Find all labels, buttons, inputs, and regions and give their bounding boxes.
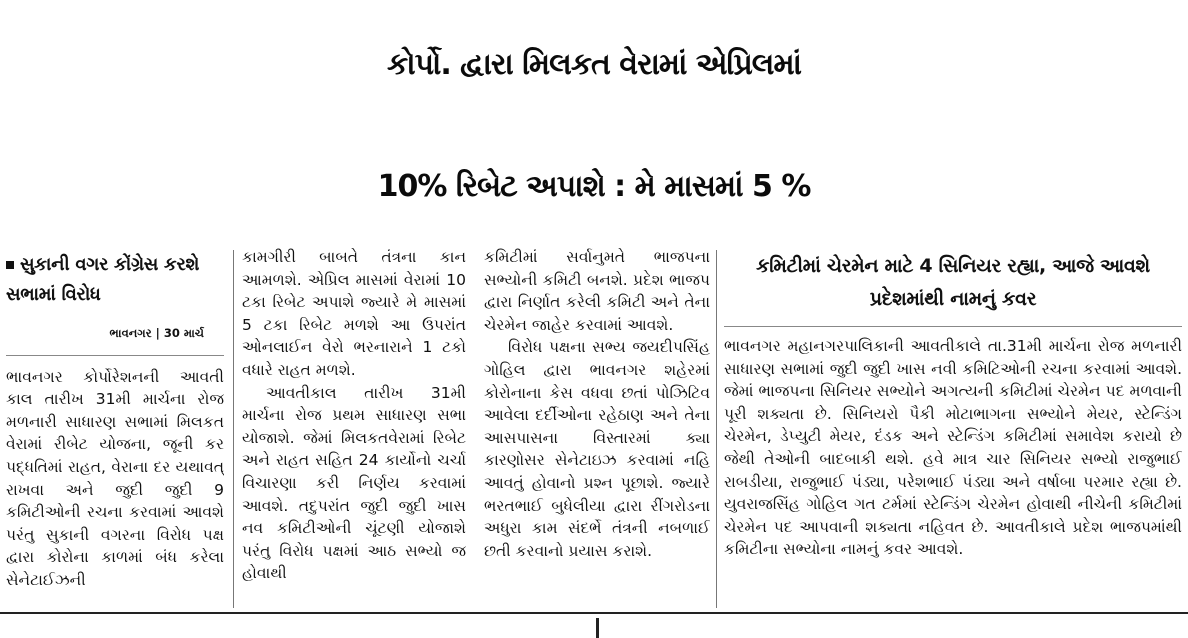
dateline-separator: |: [155, 326, 160, 340]
article-paragraph: કામગીરી બાબતે તંત્રના કાન આમળશે. એપ્રિલ માસમાં વેરામાં 10 ટકા રિબેટ અપાશે જ્યારે મે માસમાં 5 ટકા રિબેટ મળશે આ ઉપરાંત ઓનલાઈન વેરો ભરનારાને 1 ટકો વધારે રાહત મળશે.: [242, 248, 466, 379]
bullet-icon: [6, 261, 14, 269]
main-headline-line1: કોર્પો. દ્વારા મિલકત વેરામાં એપ્રિલમાં: [386, 47, 802, 82]
side-story-headline-text: સુકાની વગર કોંગ્રેસ કરશે સભામાં વિરોધ: [6, 254, 200, 305]
article-paragraph: આવતીકાલ તારીખ 31મી માર્ચના રોજ પ્રથમ સાધારણ સભા યોજાશે. જેમાં મિલકતવેરામાં રિબેટ અને રાહત સહિત 24 કાર્યોનો ચર્ચા વિચારણા કરી નિર્ણય કરવામાં આવશે. તદુપરાંત જુદી જુદી ખાસ નવ કમિટીઓની ચૂંટણી યોજાશે પરંતુ વિરોધ પક્ષમાં આઠ સભ્યો જ હોવાથી: [242, 383, 466, 583]
story-column-3: [484, 246, 710, 612]
article-paragraph: વિરોધ પક્ષના સભ્ય જયદીપસિંહ ગોહિલ દ્વારા ભાવનગર શહેરમાં કોરોનાના કેસ વધવા છતાં પોઝિટિવ આવેલા દર્દીઓના રહેઠાણ અને તેના આસપાસના વિસ્તારમાં ક્યા કારણોસર સેનેટાઇઝ કરવામાં નહિ આવતું હોવાનો પ્રશ્ન પૂછાશે. જ્યારે ભરતભાઈ બુધેલીયા દ્વારા રીંગરોડના અધુરા કામ સંદર્ભે તંત્રની નબળાઈ છતી કરવાનો પ્રયાસ કરાશે.: [484, 338, 710, 560]
box-story-headline: કમિટીમાં ચેરમેન માટે 4 સિનિયર રહ્યા, આજે આવશે પ્રદેશમાંથી નામનું કવર: [724, 250, 1182, 327]
article-paragraph: કમિટીમાં સર્વાનુમતે ભાજપના સભ્યોની કમિટી બનશે. પ્રદેશ ભાજપ દ્વારા નિર્ણાત કરેલી કમિટી અને તેના ચેરમેન જાહેર કરવામાં આવશે.: [484, 248, 710, 334]
column-divider: [716, 250, 717, 608]
page-bottom-rule: [0, 612, 1188, 614]
main-headline-line2: 10% રિબેટ અપાશે : મે માસમાં 5 %: [377, 169, 811, 204]
side-story-headline: [6, 250, 224, 310]
side-story-column: [6, 246, 224, 612]
side-story-paragraph: ભાવનગર કોર્પોરેશનની આવતી કાલ તારીખ 31મી માર્ચના રોજ મળનારી સાધારણ સભામાં મિલકત વેરામાં રીબેટ યોજના, જૂની કર પદ્ધતિમાં રાહત, વેરાના દર યથાવત્ રાખવા અને જુદી જુદી 9 કમિટીઓની રચના કરવામાં આવશે પરંતુ સુકાની વગરના વિરોધ પક્ષ દ્વારા કોરોના કાળમાં બંધ કરેલા સેનેટાઈઝની: [6, 367, 224, 589]
box-story: [724, 250, 1182, 612]
dateline-date: 30 માર્ચ: [163, 326, 204, 340]
divider: [6, 355, 224, 356]
strip-divider: [596, 618, 599, 638]
story-column-2: [242, 246, 466, 612]
box-story-body: ભાવનગર મહાનગરપાલિકાની આવતીકાલે તા.31મી માર્ચના રોજ મળનારી સાધારણ સભામાં જુદી જુદી ખાસ નવી કમિટિઓની રચના કરવામાં આવશે. જેમાં ભાજપના સિનિયર સભ્યોને અગત્યની કમિટીમાં ચેરમેન પદ મળવાની પૂરી શક્યતા છે. સિનિયરો પૈકી મોટાભાગના સભ્યોને મેયર, સ્ટેન્ડિંગ ચેરમેન, ડેપ્યુટી મેયર, દંડક અને સ્ટેન્ડિંગ કમિટીમાં સમાવેશ કરાયો છે જેથી તેઓની બાદબાકી થશે. હવે માત્ર ચાર સિનિયર સભ્યો રાજુભાઈ રાબડીયા, રાજુભાઈ પંડ્યા, પરેશભાઈ પંડ્યા અને વર્ષાબા પરમાર રહ્યા છે. યુવરાજસિંહ ગોહિલ ગત ટર્મમાં સ્ટેન્ડિંગ ચેરમેન હોવાથી નીચેની કમિટીમાં ચેરમેન પદ આપવાની શક્યતા નહિવત છે. આવતીકાલે પ્રદેશ ભાજપમાંથી કમિટીના સભ્યોના નામનું કવર આવશે.: [724, 337, 1182, 559]
dateline: [6, 322, 204, 345]
dateline-place: ભાવનગર: [109, 326, 152, 340]
column-divider: [233, 250, 234, 608]
